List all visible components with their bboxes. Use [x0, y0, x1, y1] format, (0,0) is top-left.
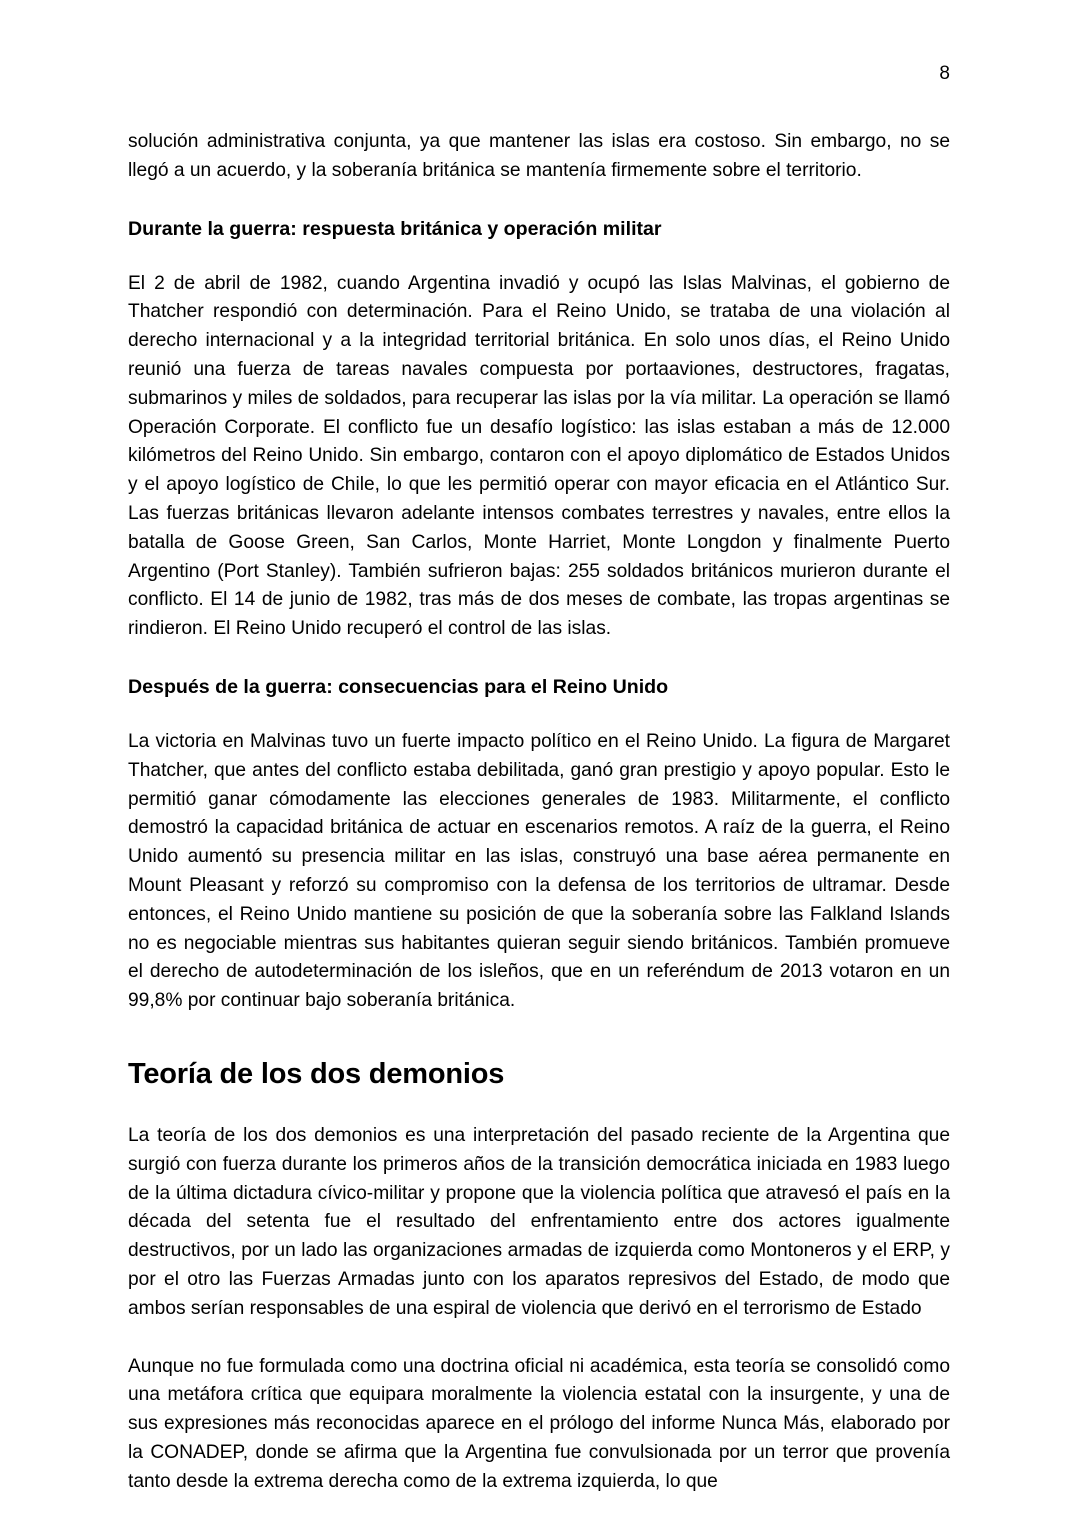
page-content — [128, 128, 950, 1496]
spacer — [128, 1092, 950, 1122]
paragraph-consecuencias: La victoria en Malvinas tuvo un fuerte impacto político en el Reino Unido. La figura de Margaret Thatcher, que antes del conflicto estaba debilitada, ganó gran prestigio y apoyo popular. Esto le permitió ganar cómodamente las elecciones generales de 1983. Militarmente, el conflicto demostró la capacidad británica de actuar en escenarios remotos. A raíz de la guerra, el Reino Unido aumentó su presencia militar en las islas, construyó una base aérea permanente en Mount Pleasant y reforzó su compromiso con la defensa de los territorios de ultramar. Desde entonces, el Reino Unido mantiene su posición de que la soberanía sobre las Falkland Islands no es negociable mientras sus habitantes quieran seguir siendo británicos. También promueve el derecho de autodeterminación de los isleños, que en un referéndum de 2013 votaron en un 99,8% por continuar bajo soberanía británica. — [128, 730, 950, 1012]
section-heading-despues-de-la-guerra: Después de la guerra: consecuencias para el Reino Unido — [128, 675, 669, 698]
paragraph-continuation: solución administrativa conjunta, ya que mantener las islas era costoso. Sin embargo, no se llegó a un acuerdo, y la soberanía británica se mantenía firmemente sobre el territorio. — [128, 131, 950, 181]
paragraph-conadep: Aunque no fue formulada como una doctrina oficial ni académica, esta teoría se consolidó como una metáfora crítica que equipara moralmente la violencia estatal con la insurgente, y una de sus expresiones más reconocidas aparece en el prólogo del informe Nunca Más, elaborado por la CONADEP, donde se afirma que la Argentina fue convulsionada por un terror que provenía tanto desde la extrema derecha como de la extrema izquierda, lo que — [128, 1355, 950, 1492]
paragraph-guerra-respuesta: El 2 de abril de 1982, cuando Argentina invadió y ocupó las Islas Malvinas, el gobierno de Thatcher respondió con determinación. Para el Reino Unido, se trataba de una violación al derecho internacional y a la integridad territorial británica. En solo unos días, el Reino Unido reunió una fuerza de tareas navales compuesta por portaaviones, destructores, fragatas, submarinos y miles de soldados, para recuperar las islas por la vía militar. La operación se llamó Operación Corporate. El conflicto fue un desafío logístico: las islas estaban a más de 12.000 kilómetros del Reino Unido. Sin embargo, contaron con el apoyo diplomático de Estados Unidos y el apoyo logístico de Chile, lo que les permitió operar con mayor eficacia en el Atlántico Sur. Las fuerzas británicas llevaron adelante intensos combates terrestres y navales, entre ellos la batalla de Goose Green, San Carlos, Monte Harriet, Monte Longdon y finalmente Puerto Argentino (Port Stanley). También sufrieron bajas: 255 soldados británicos murieron durante el conflicto. El 14 de junio de 1982, tras más de dos meses de combate, las tropas argentinas se rindieron. El Reino Unido recuperó el control de las islas. — [128, 272, 950, 640]
spacer — [128, 1324, 950, 1353]
spacer — [128, 186, 950, 215]
spacer — [128, 1016, 950, 1056]
paragraph-teoria-definicion: La teoría de los dos demonios es una interpretación del pasado reciente de la Argentina que surgió con fuerza durante los primeros años de la transición democrática iniciada en 1983 luego de la última dictadura cívico-militar y propone que la violencia política que atravesó el país en la década del setenta fue el resultado del enfrentamiento entre dos actores igualmente destructivos, por un lado las organizaciones armadas de izquierda como Montoneros y el ERP, y por el otro las Fuerzas Armadas junto con los aparatos represivos del Estado, de modo que ambos serían responsables de una espiral de violencia que derivó en el terrorismo de Estado — [128, 1124, 950, 1319]
spacer — [128, 701, 950, 728]
spacer — [128, 243, 950, 270]
main-heading-teoria-dos-demonios: Teoría de los dos demonios — [128, 1057, 505, 1090]
page-number: 8 — [939, 63, 950, 84]
section-heading-durante-la-guerra: Durante la guerra: respuesta británica y operación militar — [128, 217, 662, 240]
spacer — [128, 644, 950, 673]
